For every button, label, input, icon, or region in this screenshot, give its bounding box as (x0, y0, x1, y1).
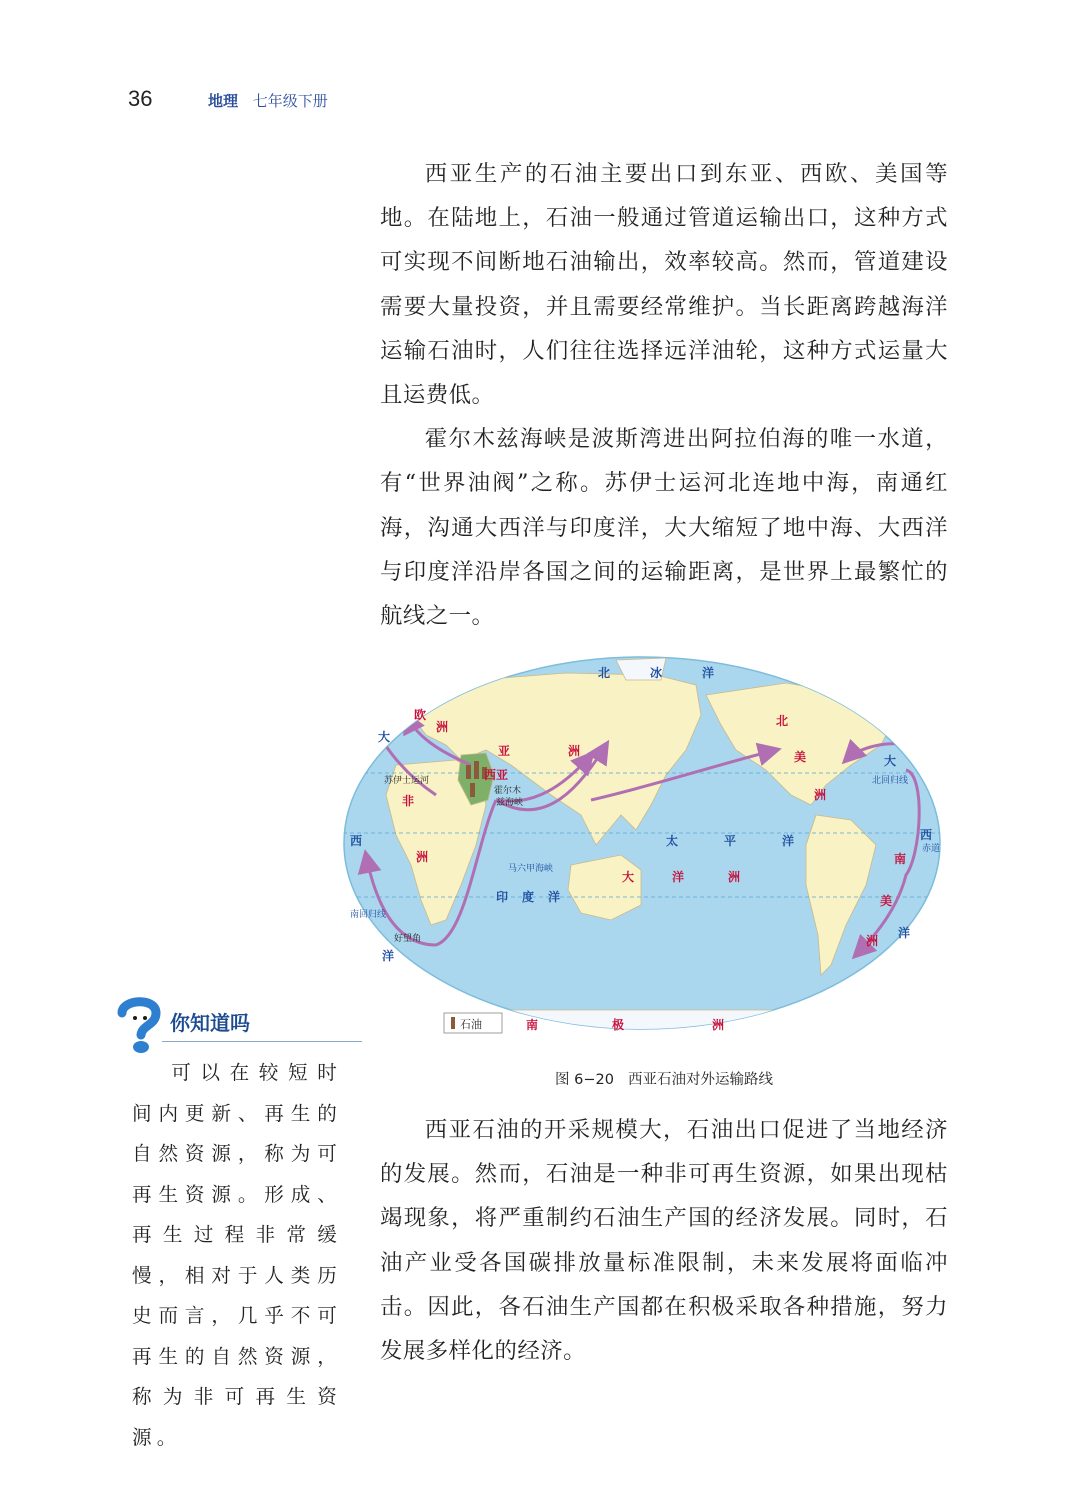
label-na-2: 美 (794, 750, 807, 764)
label-atlantic-e3: 洋 (898, 926, 911, 940)
label-pacific-2: 平 (724, 834, 737, 848)
land-antarctica (336, 1010, 948, 1040)
label-na-3: 洲 (814, 788, 827, 802)
label-pacific-1: 太 (666, 834, 679, 848)
label-suez: 苏伊士运河 (384, 776, 430, 786)
book-title (208, 90, 328, 111)
did-you-know-divider (162, 1041, 362, 1042)
label-oceania-2: 洋 (672, 870, 685, 884)
label-atlantic-w3: 洋 (382, 949, 395, 963)
label-indian-2: 度 (522, 890, 535, 904)
main-text-top (380, 152, 948, 638)
label-europe-2: 洲 (436, 720, 449, 734)
label-tropic-capricorn: 南回归线 (350, 910, 387, 920)
label-na-1: 北 (776, 714, 789, 728)
label-atlantic-w1: 大 (378, 730, 391, 744)
label-africa-2: 洲 (416, 850, 429, 864)
label-oceania-1: 大 (622, 870, 635, 884)
label-atlantic-e2: 西 (920, 828, 933, 842)
subject-label: 地理 (208, 92, 239, 110)
label-malacca: 马六甲海峡 (508, 864, 554, 874)
label-west-asia: 西亚 (484, 768, 509, 782)
label-hormuz-1: 霍尔木 (494, 786, 522, 796)
oil-route-map (336, 655, 948, 1040)
label-asia-1: 亚 (498, 744, 511, 758)
label-arctic-2: 冰 (650, 666, 663, 680)
did-you-know-title: 你知道吗 (170, 1011, 250, 1035)
label-africa-1: 非 (402, 794, 415, 808)
label-antarctica-2: 极 (612, 1018, 625, 1032)
label-asia-2: 洲 (568, 744, 581, 758)
did-you-know-header (112, 995, 362, 1055)
label-indian-3: 洋 (548, 890, 561, 904)
label-arctic-1: 北 (598, 666, 611, 680)
label-cape: 好望角 (394, 934, 422, 944)
label-atlantic-w2: 西 (350, 834, 363, 848)
label-oceania-3: 洲 (728, 870, 741, 884)
did-you-know-text: 可以在较短时间内更新、再生的自然资源，称为可再生资源。形成、再生过程非常缓慢，相对于人类历史而言，几乎不可再生的自然资源，称为非可再生资源。 (132, 1061, 342, 1449)
figure-number: 图 6−20 (555, 1072, 614, 1088)
page-number: 36 (128, 86, 153, 111)
label-sa-1: 南 (894, 852, 907, 866)
label-europe-1: 欧 (414, 708, 427, 722)
label-pacific-3: 洋 (782, 834, 795, 848)
map-legend (444, 1013, 502, 1033)
figure-title: 西亚石油对外运输路线 (627, 1072, 773, 1088)
paragraph-economy: 西亚石油的开采规模大，石油出口促进了当地经济的发展。然而，石油是一种非可再生资源，如果出现枯竭现象，将严重制约石油生产国的经济发展。同时，石油产业受各国碳排放量标准限制，未来发展将面临冲击。因此，各石油生产国都在积极采取各种措施，努力发展多样化的经济。 (380, 1117, 948, 1365)
main-text-bottom (380, 1108, 948, 1373)
label-tropic-cancer: 北回归线 (872, 776, 909, 786)
grade-label: 七年级下册 (252, 92, 328, 110)
label-antarctica-1: 南 (526, 1018, 539, 1032)
label-indian-1: 印 (496, 890, 509, 904)
paragraph-oil-export: 西亚生产的石油主要出口到东亚、西欧、美国等地。在陆地上，石油一般通过管道运输出口，这种方式可实现不间断地石油输出，效率较高。然而，管道建设需要大量投资，并且需要经常维护。当长距离跨越海洋运输石油时，人们往往选择远洋油轮，这种方式运量大且运费低。 (380, 161, 948, 409)
question-mascot-icon (112, 995, 166, 1055)
label-atlantic-e1: 大 (884, 754, 897, 768)
label-equator: 赤道 (922, 844, 941, 854)
figure-caption (380, 1068, 948, 1089)
did-you-know-box (112, 995, 362, 1449)
label-arctic-3: 洋 (702, 666, 715, 680)
paragraph-straits: 霍尔木兹海峡是波斯湾进出阿拉伯海的唯一水道，有“世界油阀”之称。苏伊士运河北连地中海，南通红海，沟通大西洋与印度洋，大大缩短了地中海、大西洋与印度洋沿岸各国之间的运输距离，是世界上最繁忙的航线之一。 (380, 426, 948, 630)
label-sa-3: 洲 (866, 934, 879, 948)
label-hormuz-2: 兹海峡 (496, 798, 524, 808)
legend-oil-label: 石油 (460, 1018, 482, 1031)
label-sa-2: 美 (880, 894, 893, 908)
label-antarctica-3: 洲 (712, 1018, 725, 1032)
